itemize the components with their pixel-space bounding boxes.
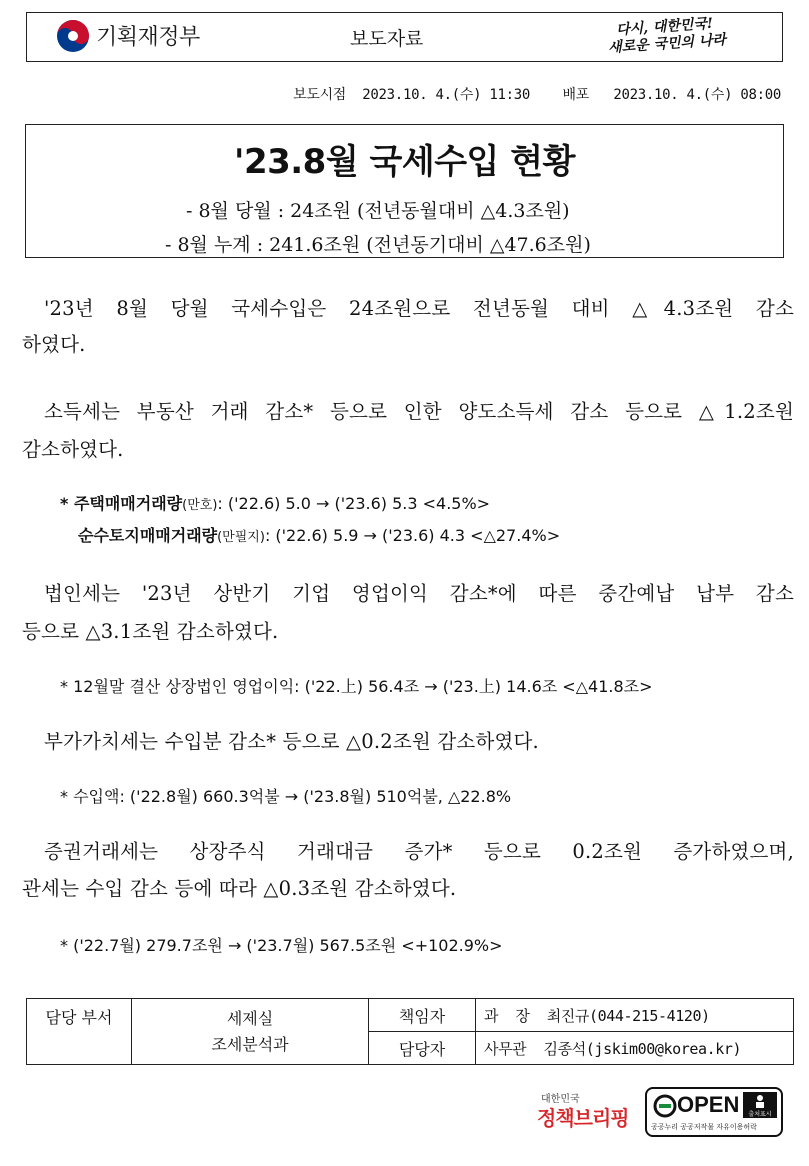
policy-briefing-logo: 대한민국 정책브리핑 [537,1094,629,1130]
role-officer: 담당자 [369,1032,476,1065]
release-time-value: 2023.10. 4.(수) 11:30 [362,87,530,103]
note-trading-value: * ('22.7월) 279.7조원 → ('23.7월) 567.5조원 <+102.9%> [60,936,503,955]
paragraph-corporate-tax-line2: 등으로 △3.1조원 감소하였다. [22,620,279,643]
ministry-name: 기획재정부 [96,25,200,50]
subtitle-monthly: - 8월 당월 : 24조원 (전년동월대비 △4.3조원) [186,200,570,222]
release-time-label: 보도시점 [293,87,347,103]
dept-label: 담당 부서 [27,999,132,1065]
paragraph-income-tax-line2: 감소하였다. [22,438,124,461]
paragraph-overview-line2: 하였다. [22,333,86,356]
page-title: '23.8월 국세수입 현황 [234,142,575,182]
dept-name: 세제실 조세분석과 [132,999,369,1065]
distribution-value: 2023.10. 4.(수) 08:00 [613,87,781,103]
paragraph-overview-line1: '23년 8월 당월 국세수입은 24조원으로 전년동월 대비 △4.3조원 감소 [44,297,794,320]
paragraph-securities-tax-line1: 증권거래세는 상장주식 거래대금 증가* 등으로 0.2조원 증가하였으며, [44,840,794,863]
person-officer: 사무관 김종석(jskim00@korea.kr) [476,1032,794,1065]
note-housing-transactions: * 주택매매거래량(만호): ('22.6) 5.0 → ('23.6) 5.3 <4.5%> [60,494,491,513]
slogan-logo: 다시, 대한민국! 새로운 국민의 나라 [607,15,727,57]
open-license-badge: OPEN 공공누리 공공저작물 자유이용허락 출처표시 [645,1087,783,1137]
paragraph-corporate-tax-line1: 법인세는 '23년 상반기 기업 영업이익 감소*에 따른 중간예납 납부 감소 [44,582,794,605]
note-import-amount: * 수입액: ('22.8월) 660.3억불 → ('23.8월) 510억불, △22.8% [60,787,512,806]
role-manager: 책임자 [369,999,476,1032]
open-circle-icon [653,1094,677,1118]
table-row [27,999,794,1032]
note-operating-profit: * 12월말 결산 상장법인 영업이익: ('22.上) 56.4조 → ('23.上) 14.6조 <△41.8조> [60,677,653,696]
distribution-label: 배포 [562,87,589,103]
government-emblem-icon [56,19,90,53]
release-schedule [293,84,781,104]
contact-table [26,998,794,1065]
paragraph-vat: 부가가치세는 수입분 감소* 등으로 △0.2조원 감소하였다. [44,730,539,753]
paragraph-income-tax-line1: 소득세는 부동산 거래 감소* 등으로 인한 양도소득세 감소 등으로 △1.2조원 [44,400,794,423]
note-land-transactions: 순수토지매매거래량(만필지): ('22.6) 5.9 → ('23.6) 4.3 <△27.4%> [78,526,561,545]
subtitle-cumulative: - 8월 누계 : 241.6조원 (전년동기대비 △47.6조원) [165,234,591,256]
document-type: 보도자료 [350,28,424,50]
attribution-icon: 출처표시 [743,1092,777,1118]
paragraph-securities-tax-line2: 관세는 수입 감소 등에 따라 △0.3조원 감소하였다. [22,877,457,900]
person-manager: 과 장 최진규(044-215-4120) [476,999,794,1032]
